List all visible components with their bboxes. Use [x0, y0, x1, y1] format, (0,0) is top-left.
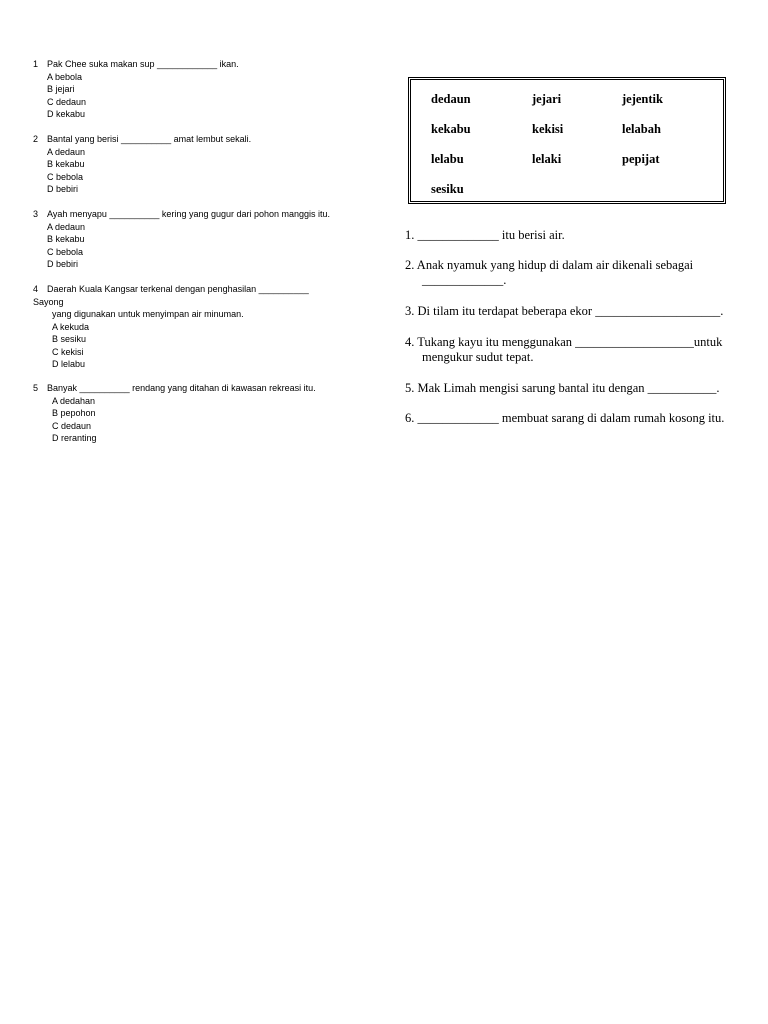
question-1	[33, 58, 373, 121]
question-5	[33, 382, 373, 445]
fill-in-question-2	[405, 258, 693, 288]
fill-in-question-1	[405, 228, 565, 243]
fill-in-text-continuation: _____________.	[422, 273, 507, 287]
fill-in-question-5	[405, 381, 720, 396]
option-a: A dedaun	[47, 221, 86, 232]
question-number: 2	[33, 134, 39, 144]
fill-in-text: 4. Tukang kayu itu menggunakan ___________________untuk	[405, 335, 723, 349]
word-item: dedaun	[431, 92, 471, 106]
option-b: B sesiku	[52, 334, 87, 344]
option-b: B kekabu	[47, 234, 85, 244]
word-item: sesiku	[431, 182, 464, 196]
option-c: C bebola	[47, 246, 84, 257]
question-number: 5	[33, 383, 39, 393]
question-2	[33, 133, 373, 196]
option-a: A bebola	[47, 71, 83, 82]
fill-in-text: 1. _____________ itu berisi air.	[405, 228, 565, 242]
option-c: C kekisi	[52, 346, 84, 357]
fill-in-text-continuation: mengukur sudut tepat.	[422, 350, 534, 364]
option-a: A kekuda	[52, 321, 90, 332]
question-number: 4	[33, 284, 39, 294]
option-d: D reranting	[52, 433, 97, 443]
fill-in-text: 6. _____________ membuat sarang di dalam rumah kosong itu.	[405, 411, 725, 425]
question-stem: Ayah menyapu __________ kering yang gugur dari pohon manggis itu.	[47, 209, 331, 219]
option-c: C bebola	[47, 171, 84, 182]
option-c: C dedaun	[52, 420, 92, 431]
question-3	[33, 208, 373, 271]
fill-in-text: 2. Anak nyamuk yang hidup di dalam air dikenali sebagai	[405, 258, 694, 272]
word-box	[408, 77, 726, 204]
fill-in-question-6	[405, 411, 724, 426]
option-c: C dedaun	[47, 96, 87, 107]
word-item: jejari	[532, 92, 562, 106]
option-b: B jejari	[47, 84, 75, 94]
question-number: 1	[33, 59, 39, 69]
option-b: B pepohon	[52, 408, 96, 418]
question-stem: Daerah Kuala Kangsar terkenal dengan penghasilan __________	[47, 284, 309, 294]
option-b: B kekabu	[47, 159, 85, 169]
option-a: A dedaun	[47, 146, 86, 157]
word-item: kekabu	[431, 122, 471, 136]
option-d: D bebiri	[47, 184, 79, 194]
fill-in-text: 3. Di tilam itu terdapat beberapa ekor ____________________.	[405, 304, 724, 318]
word-item: kekisi	[532, 122, 564, 136]
option-d: D lelabu	[52, 359, 86, 369]
fill-in-text: 5. Mak Limah mengisi sarung bantal itu dengan ___________.	[405, 381, 720, 395]
question-stem-continuation: yang digunakan untuk menyimpan air minuman.	[52, 309, 244, 319]
fill-in-question-4	[405, 335, 722, 365]
word-item: lelabu	[431, 152, 464, 166]
word-item: lelaki	[532, 152, 562, 166]
question-4	[33, 283, 373, 371]
word-item: lelabah	[622, 122, 661, 136]
option-d: D bebiri	[47, 259, 79, 269]
question-stem-continuation: Sayong	[33, 296, 64, 307]
option-d: D kekabu	[47, 109, 86, 119]
word-item: pepijat	[622, 152, 660, 166]
question-stem: Banyak __________ rendang yang ditahan di kawasan rekreasi itu.	[47, 383, 316, 393]
question-stem: Pak Chee suka makan sup ____________ ikan.	[47, 59, 239, 69]
question-stem: Bantal yang berisi __________ amat lembut sekali.	[47, 134, 252, 144]
option-a: A dedahan	[52, 395, 96, 406]
question-number: 3	[33, 209, 39, 219]
word-item: jejentik	[622, 92, 663, 106]
fill-in-question-3	[405, 304, 723, 319]
